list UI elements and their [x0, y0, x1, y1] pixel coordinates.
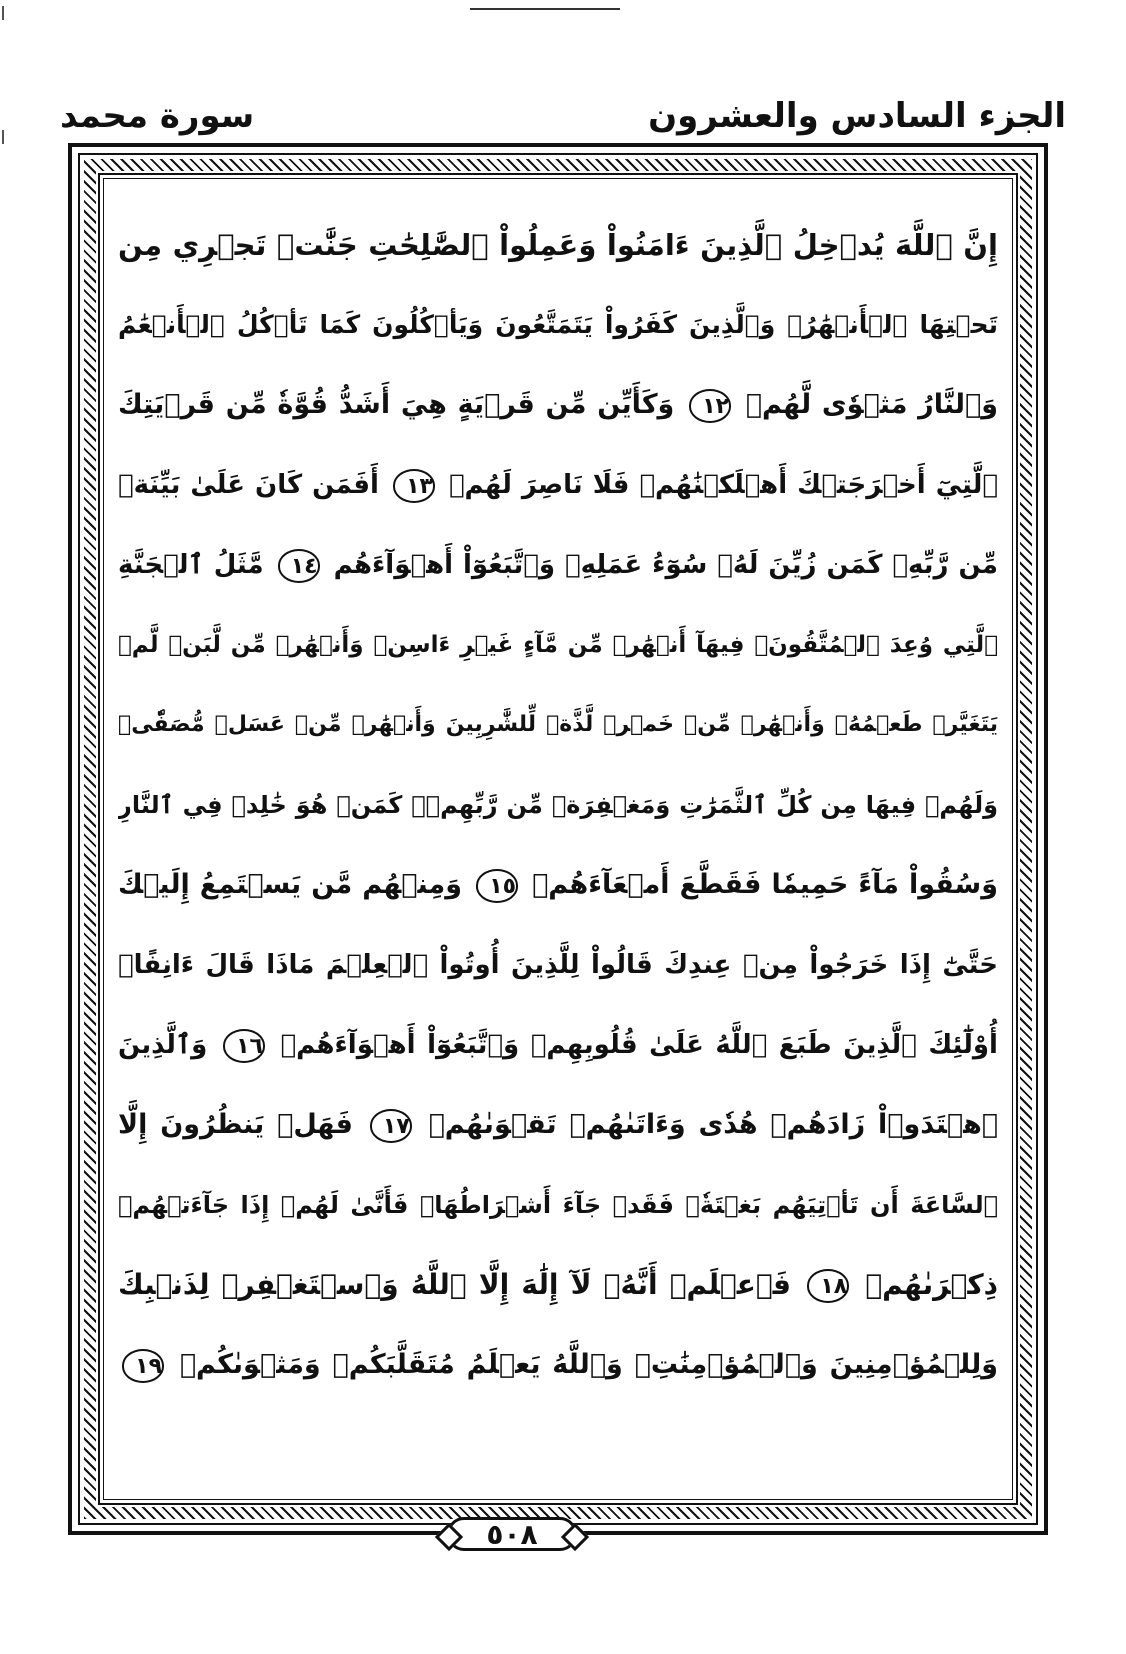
juz-label: الجزء السادس والعشرون [648, 96, 1066, 136]
text-segment: حَتَّىٰٓ إِذَا خَرَجُواْ مِنۡ عِندِكَ قَالُواْ لِلَّذِينَ أُوتُواْ ٱلۡعِلۡمَ مَاذَا قَالَ ءَانِفًاۚ [118, 950, 998, 980]
top-rule [470, 8, 620, 10]
text-line [118, 1245, 998, 1325]
ayah-number-marker: ١٣ [393, 469, 435, 503]
text-line [118, 365, 998, 445]
text-segment: إِنَّ ٱللَّهَ يُدۡخِلُ ٱلَّذِينَ ءَامَنُواْ وَعَمِلُواْ ٱلصَّٰلِحَٰتِ جَنَّٰتٖ تَجۡرِي مِن [118, 228, 998, 262]
text-segment: وَلِلۡمُؤۡمِنِينَ وَٱلۡمُؤۡمِنَٰتِۗ وَٱللَّهُ يَعۡلَمُ مُتَقَلَّبَكُمۡ وَمَثۡوَىٰكُمۡ [179, 1349, 998, 1380]
ayah-number-marker: ١٥ [476, 869, 518, 903]
ayah-number-marker: ١٨ [807, 1269, 849, 1303]
page-header [60, 92, 1066, 148]
text-line [118, 925, 998, 1005]
text-line [118, 1325, 998, 1405]
text-line [118, 445, 998, 525]
text-segment: وَسُقُواْ مَآءً حَمِيمٗا فَقَطَّعَ أَمۡعَآءَهُمۡ [532, 869, 998, 900]
text-line [118, 525, 998, 605]
text-segment: وَٱلنَّارُ مَثۡوٗى لَّهُمۡ [745, 389, 998, 420]
text-segment: وَمِنۡهُم مَّن يَسۡتَمِعُ إِلَيۡكَ [118, 869, 462, 900]
ayah-number-marker: ١٢ [689, 389, 731, 423]
text-line [118, 685, 998, 765]
text-line [118, 205, 998, 285]
text-segment: مَّثَلُ ٱلۡجَنَّةِ [118, 550, 264, 580]
text-segment: تَحۡتِهَا ٱلۡأَنۡهَٰرُۖ وَٱلَّذِينَ كَفَرُواْ يَتَمَتَّعُونَ وَيَأۡكُلُونَ كَمَا تَأۡكُلُ ٱلۡأَنۡعَٰمُ [118, 310, 998, 339]
text-line [118, 845, 998, 925]
text-line [118, 1085, 998, 1165]
scan-mark [2, 130, 4, 144]
text-line [118, 1165, 998, 1245]
text-segment: أُوْلَٰٓئِكَ ٱلَّذِينَ طَبَعَ ٱللَّهُ عَلَىٰ قُلُوبِهِمۡ وَٱتَّبَعُوٓاْ أَهۡوَآءَهُمۡ [280, 1030, 998, 1060]
text-segment: ذِكۡرَىٰهُمۡ [865, 1268, 998, 1301]
ayah-number-marker: ١٦ [223, 1029, 265, 1063]
scan-mark [2, 6, 4, 20]
text-segment: فَهَلۡ يَنظُرُونَ إِلَّا [118, 1109, 353, 1140]
page-number: ٥٠٨ [447, 1517, 577, 1551]
text-segment: مِّن رَّبِّهِۦ كَمَن زُيِّنَ لَهُۥ سُوٓءُ عَمَلِهِۦ وَٱتَّبَعُوٓاْ أَهۡوَآءَهُم [333, 550, 998, 580]
text-segment: أَفَمَن كَانَ عَلَىٰ بَيِّنَةٖ [118, 470, 379, 500]
text-segment: وَكَأَيِّن مِّن قَرۡيَةٍ هِيَ أَشَدُّ قُوَّةٗ مِّن قَرۡيَتِكَ [118, 389, 675, 420]
text-segment: فَٱعۡلَمۡ أَنَّهُۥ لَآ إِلَٰهَ إِلَّا ٱللَّهُ وَٱسۡتَغۡفِرۡ لِذَنۢبِكَ [118, 1268, 791, 1301]
text-line [118, 605, 998, 685]
surah-label: سورة محمد [60, 96, 255, 136]
text-segment: وَٱلَّذِينَ [118, 1030, 208, 1060]
text-line [118, 1005, 998, 1085]
text-segment: وَلَهُمۡ فِيهَا مِن كُلِّ ٱلثَّمَرَٰتِ وَمَغۡفِرَةٞ مِّن رَّبِّهِمۡۖ كَمَنۡ هُوَ خَٰلِدٞ فِي ٱلنَّارِ [118, 791, 998, 819]
text-segment: ٱلسَّاعَةَ أَن تَأۡتِيَهُم بَغۡتَةٗۖ فَقَدۡ جَآءَ أَشۡرَاطُهَاۚ فَأَنَّىٰ لَهُمۡ إِذَا جَآءَتۡهُمۡ [118, 1191, 998, 1219]
text-line [118, 285, 998, 365]
text-segment: يَتَغَيَّرۡ طَعۡمُهُۥ وَأَنۡهَٰرٞ مِّنۡ خَمۡرٖ لَّذَّةٖ لِّلشَّٰرِبِينَ وَأَنۡهَٰرٞ مِّنۡ عَسَلٖ مُّصَفّٗىۖ [118, 712, 998, 737]
text-segment: ٱلَّتِي وُعِدَ ٱلۡمُتَّقُونَۖ فِيهَآ أَنۡهَٰرٞ مِّن مَّآءٍ غَيۡرِ ءَاسِنٖ وَأَنۡهَٰرٞ مِّن لَّبَنٖ لَّمۡ [118, 632, 998, 658]
ayah-number-marker: ١٤ [278, 549, 320, 583]
ayah-number-marker: ١٩ [122, 1349, 164, 1383]
text-segment: ٱهۡتَدَوۡاْ زَادَهُمۡ هُدٗى وَءَاتَىٰهُمۡ تَقۡوَىٰهُمۡ [428, 1109, 998, 1140]
verse-text [118, 205, 998, 1405]
text-segment: ٱلَّتِيٓ أَخۡرَجَتۡكَ أَهۡلَكۡنَٰهُمۡ فَلَا نَاصِرَ لَهُمۡ [448, 470, 998, 500]
text-line [118, 765, 998, 845]
ayah-number-marker: ١٧ [370, 1109, 412, 1143]
